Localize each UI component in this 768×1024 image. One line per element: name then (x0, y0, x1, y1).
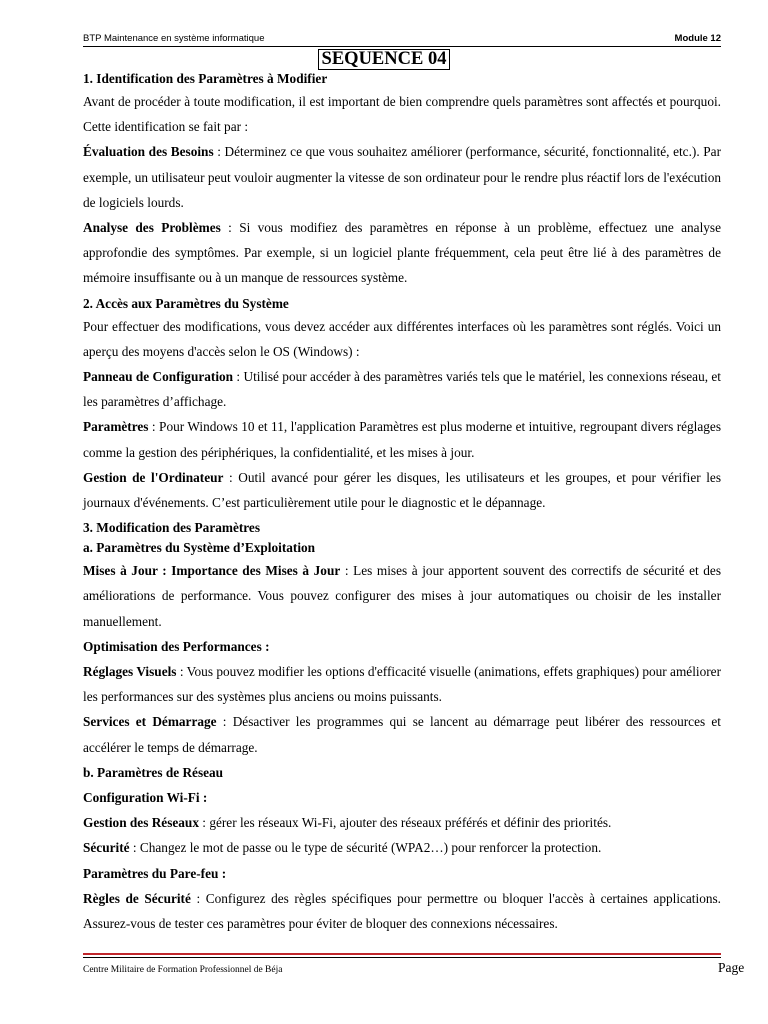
title-container (0, 49, 768, 70)
page-header (83, 33, 721, 44)
paragraph-text: : gérer les réseaux Wi-Fi, ajouter des réseaux préférés et définir des priorités. (198, 815, 612, 831)
paragraph-term: Analyse des Problèmes (83, 220, 221, 236)
header-left-text: BTP Maintenance en système informatique (83, 33, 265, 44)
paragraph (83, 810, 721, 835)
section-heading: a. Paramètres du Système d’Exploitation (83, 540, 316, 556)
paragraph-text: : Outil avancé pour gérer les disques, les utilisateurs et les groupes, et pour vérifier les journaux d'événements. C’est particulièrement utile pour le diagnostic et le dépannage. (83, 469, 721, 511)
section-heading: Paramètres du Pare-feu : (83, 865, 227, 881)
paragraph-text: : Vous pouvez modifier les options d'efficacité visuelle (animations, effets graphiques) pour améliorer les performances sur des systèmes plus anciens ou moins puissants. (83, 664, 721, 705)
paragraph-term: Gestion de l'Ordinateur (83, 469, 224, 485)
section-heading: 2. Accès aux Paramètres du Système (83, 295, 289, 311)
paragraph-text: : Si vous modifiez des paramètres en réponse à un problème, effectuez une analyse approfondie des symptômes. Par exemple, si un logiciel plante fréquemment, cela peut être lié à des paramètres de mémoire insuffisante ou à un manque de ressources système. (83, 220, 721, 286)
section-heading: Optimisation des Performances : (83, 638, 270, 654)
footer-institution: Centre Militaire de Formation Professionnel de Béja (83, 965, 283, 975)
paragraph (83, 886, 721, 936)
paragraph-text: Pour effectuer des modifications, vous devez accéder aux différentes interfaces où les paramètres sont réglés. Voici un aperçu des moyens d'accès selon le OS (Windows) : (83, 318, 721, 359)
section-heading: 3. Modification des Paramètres (83, 520, 261, 536)
paragraph (83, 139, 721, 215)
paragraph-text: : Configurez des règles spécifiques pour permettre ou bloquer l'accès à certaines applications. Assurez-vous de tester ces paramètres pour éviter de bloquer des connexions nécessaires. (83, 890, 721, 932)
paragraph-term: Évaluation des Besoins (83, 144, 214, 160)
paragraph-term: Paramètres (83, 419, 149, 435)
paragraph-term: Gestion des Réseaux (83, 815, 199, 831)
paragraph (83, 558, 721, 634)
paragraph (83, 659, 721, 709)
paragraph (83, 709, 721, 759)
paragraph-term: Sécurité (83, 840, 130, 856)
paragraph-term: Services et Démarrage (83, 714, 217, 730)
section-heading: Configuration Wi-Fi : (83, 790, 208, 806)
paragraph (83, 89, 721, 139)
paragraph-text: : Changez le mot de passe ou le type de sécurité (WPA2…) pour renforcer la protection. (129, 840, 602, 856)
paragraph-text: : Pour Windows 10 et 11, l'application Paramètres est plus moderne et intuitive, regroupant divers réglages comme la gestion des périphériques, la confidentialité, et les mises à jour. (83, 419, 721, 460)
header-module-label: Module 12 (674, 33, 721, 44)
paragraph-text: : Déterminez ce que vous souhaitez améliorer (performance, sécurité, fonctionnalité, etc.). Par exemple, un utilisateur peut vouloir augmenter la vitesse de son ordinateur pour le rendre plus réactif lors de l'exécution de logiciels lourds. (83, 144, 721, 210)
paragraph-term: Panneau de Configuration (83, 369, 234, 385)
paragraph-text: : Les mises à jour apportent souvent des correctifs de sécurité et des améliorations de performance. Vous pouvez configurer des mises à jour automatiques ou choisir de les installer manuellement. (83, 563, 722, 629)
paragraph (83, 465, 721, 515)
paragraph (83, 835, 721, 860)
paragraph (83, 414, 721, 464)
footer-rule-black (83, 957, 721, 958)
paragraph-text: : Désactiver les programmes qui se lancent au démarrage peut libérer des ressources et accélérer le temps de démarrage. (83, 714, 721, 755)
footer-page-label: Page (718, 960, 745, 975)
paragraph-text: Avant de procéder à toute modification, il est important de bien comprendre quels paramètres sont affectés et pourquoi. Cette identification se fait par : (83, 94, 721, 135)
document-body (83, 69, 721, 936)
paragraph (83, 314, 721, 364)
paragraph-text: : Utilisé pour accéder à des paramètres variés tels que le matériel, les connexions réseau, et les paramètres d’affichage. (83, 369, 721, 410)
paragraph-term: Mises à Jour : Importance des Mises à Jour (83, 563, 341, 579)
paragraph (83, 364, 721, 414)
page-title: SEQUENCE 04 (318, 49, 451, 70)
paragraph-term: Réglages Visuels (83, 664, 177, 680)
footer-rule-red (83, 953, 721, 955)
section-heading: 1. Identification des Paramètres à Modifier (83, 71, 328, 86)
paragraph (83, 215, 721, 291)
header-divider (83, 46, 721, 47)
section-heading: b. Paramètres de Réseau (83, 764, 224, 780)
paragraph-term: Règles de Sécurité (83, 890, 191, 906)
